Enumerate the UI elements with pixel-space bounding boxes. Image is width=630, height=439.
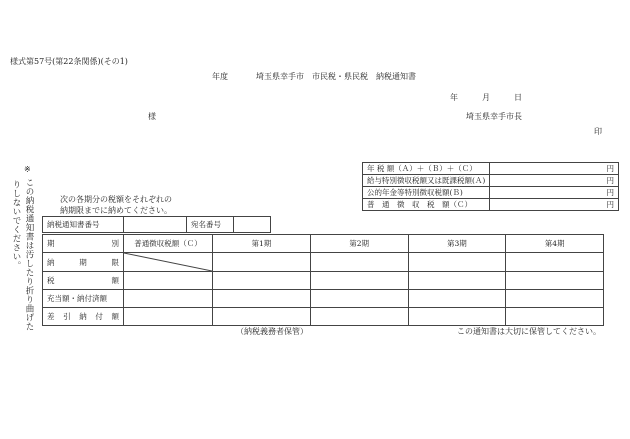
tax-amount-cell xyxy=(124,272,213,290)
date-year: 年 xyxy=(450,93,458,102)
balance-due-cell xyxy=(408,308,506,326)
summary-label: 年 税 額（Ａ）＋（Ｂ）＋（Ｃ） xyxy=(363,163,490,175)
table-row xyxy=(43,290,604,308)
table-row xyxy=(43,308,604,326)
due-date-cell xyxy=(213,253,311,272)
balance-due-cell xyxy=(506,308,604,326)
due-date-label: 納 期 限 xyxy=(43,253,124,272)
keeper-note: （納税義務者保管） xyxy=(236,327,308,336)
form-id: 様式第57号(第22条関係)(その1) xyxy=(10,57,128,66)
summary-unit: 円 xyxy=(490,163,619,175)
paid-amount-label: 充当額・納付済額 xyxy=(43,290,124,308)
addressee-suffix: 様 xyxy=(148,112,156,121)
paid-amount-cell xyxy=(506,290,604,308)
table-row xyxy=(363,163,619,175)
period-2-header: 第2期 xyxy=(310,235,408,253)
balance-due-cell xyxy=(124,308,213,326)
addressee-number-value xyxy=(234,217,271,233)
notice-line-2: りしないでください。 xyxy=(11,180,21,270)
diagonal-cell xyxy=(124,253,213,272)
paid-amount-cell xyxy=(213,290,311,308)
notice-line-1: この納税通知書は汚したり折り曲げた xyxy=(24,178,34,331)
instruction-line-1: 次の各期分の税額をそれぞれの xyxy=(60,195,172,204)
by-label: 別 xyxy=(111,239,119,248)
addressee-number-label: 宛名番号 xyxy=(187,217,234,233)
period-header xyxy=(43,235,124,253)
tax-summary-table xyxy=(362,162,619,211)
period-3-header: 第3期 xyxy=(408,235,506,253)
seal-mark: 印 xyxy=(594,127,602,136)
summary-unit: 円 xyxy=(490,175,619,187)
summary-unit: 円 xyxy=(490,199,619,211)
summary-label: 普 通 徴 収 税 額（Ｃ） xyxy=(363,199,490,211)
payment-schedule-table xyxy=(42,234,604,326)
notice-mark: ※ xyxy=(24,165,31,174)
date-month: 月 xyxy=(482,93,490,102)
table-row xyxy=(43,272,604,290)
due-date-cell xyxy=(310,253,408,272)
paid-amount-cell xyxy=(310,290,408,308)
regular-tax-header: 普通徴収税額（Ｃ） xyxy=(124,235,213,253)
balance-due-cell xyxy=(213,308,311,326)
period-1-header: 第1期 xyxy=(213,235,311,253)
tax-amount-cell xyxy=(408,272,506,290)
table-row xyxy=(43,253,604,272)
instruction-line-2: 納期限までに納めてください。 xyxy=(60,206,172,215)
tax-amount-label: 税 額 xyxy=(43,272,124,290)
date-day: 日 xyxy=(514,93,522,102)
summary-unit: 円 xyxy=(490,187,619,199)
summary-label: 公的年金等特別徴収税額(Ｂ) xyxy=(363,187,490,199)
period-label: 期 xyxy=(47,239,55,248)
notice-number-table xyxy=(42,216,271,233)
summary-label: 給与特別徴収税額又は既課税額(Ａ) xyxy=(363,175,490,187)
notice-number-value xyxy=(124,217,187,233)
issuer-name: 埼玉県幸手市長 xyxy=(466,112,522,121)
period-4-header: 第4期 xyxy=(506,235,604,253)
diagonal-slash xyxy=(124,253,212,271)
table-row xyxy=(43,235,604,253)
paid-amount-cell xyxy=(408,290,506,308)
balance-due-label: 差 引 納 付 額 xyxy=(43,308,124,326)
fiscal-year-label: 年度 xyxy=(212,72,228,81)
due-date-cell xyxy=(408,253,506,272)
table-row xyxy=(43,217,271,233)
table-row xyxy=(363,175,619,187)
table-row xyxy=(363,187,619,199)
tax-amount-cell xyxy=(506,272,604,290)
table-row xyxy=(363,199,619,211)
storage-note: この通知書は大切に保管してください。 xyxy=(457,327,601,336)
paid-amount-cell xyxy=(124,290,213,308)
document-title: 埼玉県幸手市 市民税・県民税 納税通知書 xyxy=(256,72,416,81)
tax-amount-cell xyxy=(310,272,408,290)
due-date-cell xyxy=(506,253,604,272)
balance-due-cell xyxy=(310,308,408,326)
tax-amount-cell xyxy=(213,272,311,290)
notice-number-label: 納税通知書番号 xyxy=(43,217,124,233)
